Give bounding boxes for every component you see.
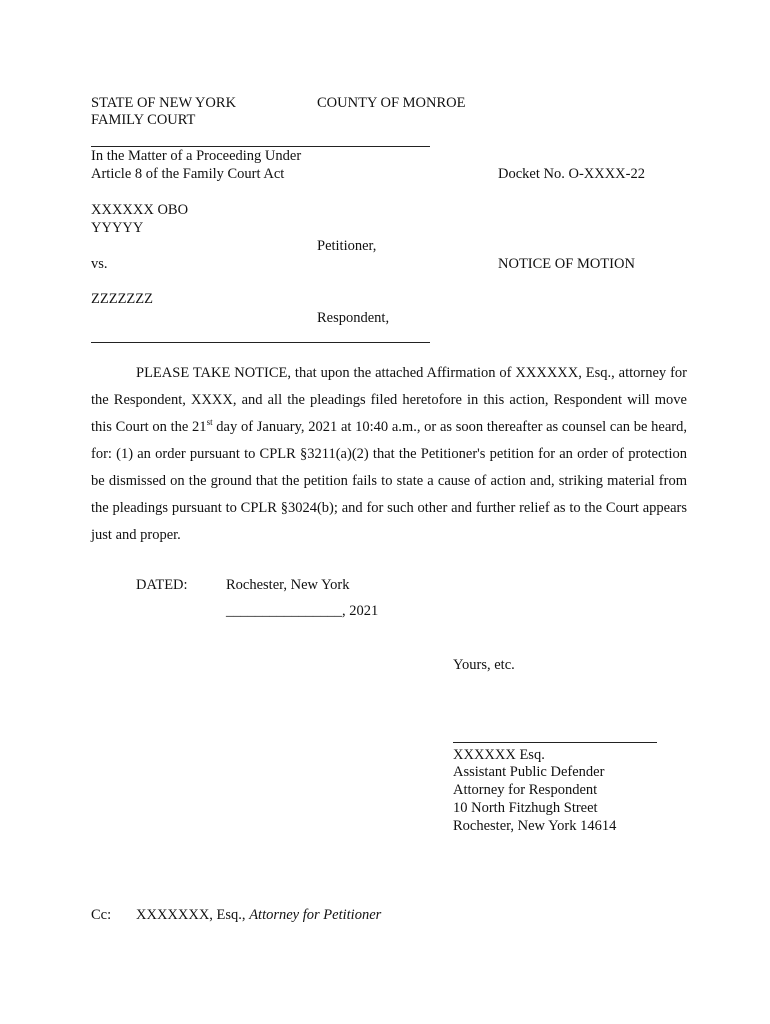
cc-recipient-name: XXXXXXX, Esq., [136,907,250,923]
ordinal-suffix: st [206,417,213,428]
respondent-role: Respondent, [317,310,390,326]
petitioner-name-line-1: XXXXXX OBO [91,202,189,218]
dated-place: Rochester, New York [226,577,350,593]
county-heading: COUNTY OF MONROE [317,95,466,111]
dated-label: DATED: [136,577,188,593]
notice-paragraph [91,360,687,549]
matter-line-2: Article 8 of the Family Court Act [91,166,285,182]
signature-line [453,742,657,743]
document-title: NOTICE OF MOTION [498,256,635,272]
state-heading: STATE OF NEW YORK [91,95,237,111]
court-heading: FAMILY COURT [91,112,196,128]
respondent-name: ZZZZZZZ [91,291,154,307]
notice-text-part-1: PLEASE TAKE NOTICE, that upon the attached Affirmation of XXXXXX, Esq., attorney for the Respondent, XXXX, and all the pleadings filed heretofore in this action, Respondent will move this Court on the 21 [91,365,687,435]
signer-city: Rochester, New York 14614 [453,818,617,834]
cc-recipient [136,906,381,924]
versus-label: vs. [91,256,108,272]
caption-bottom-rule [91,342,430,343]
signer-street: 10 North Fitzhugh Street [453,800,598,816]
cc-label: Cc: [91,907,112,923]
cc-recipient-role: Attorney for Petitioner [249,907,382,923]
docket-number: Docket No. O-XXXX-22 [498,166,645,182]
signer-role: Attorney for Respondent [453,782,598,798]
petitioner-role: Petitioner, [317,238,377,254]
signer-title: Assistant Public Defender [453,764,605,780]
matter-line-1: In the Matter of a Proceeding Under [91,148,302,164]
closing: Yours, etc. [453,657,515,673]
signer-name: XXXXXX Esq. [453,747,545,763]
dated-date-line: ________________, 2021 [226,603,379,619]
notice-text-part-2: day of January, 2021 at 10:40 a.m., or as soon thereafter as counsel can be heard, for: (1) an order pursuant to CPLR §3211(a)(2) that the Petitioner's petition for an order of protection be dismissed on the ground that the petition fails to state a cause of action and, striking material from the pleadings pursuant to CPLR §3024(b); and for such other and further relief as to the Court appears just and proper. [91,419,687,543]
petitioner-name-line-2: YYYYY [91,220,144,236]
